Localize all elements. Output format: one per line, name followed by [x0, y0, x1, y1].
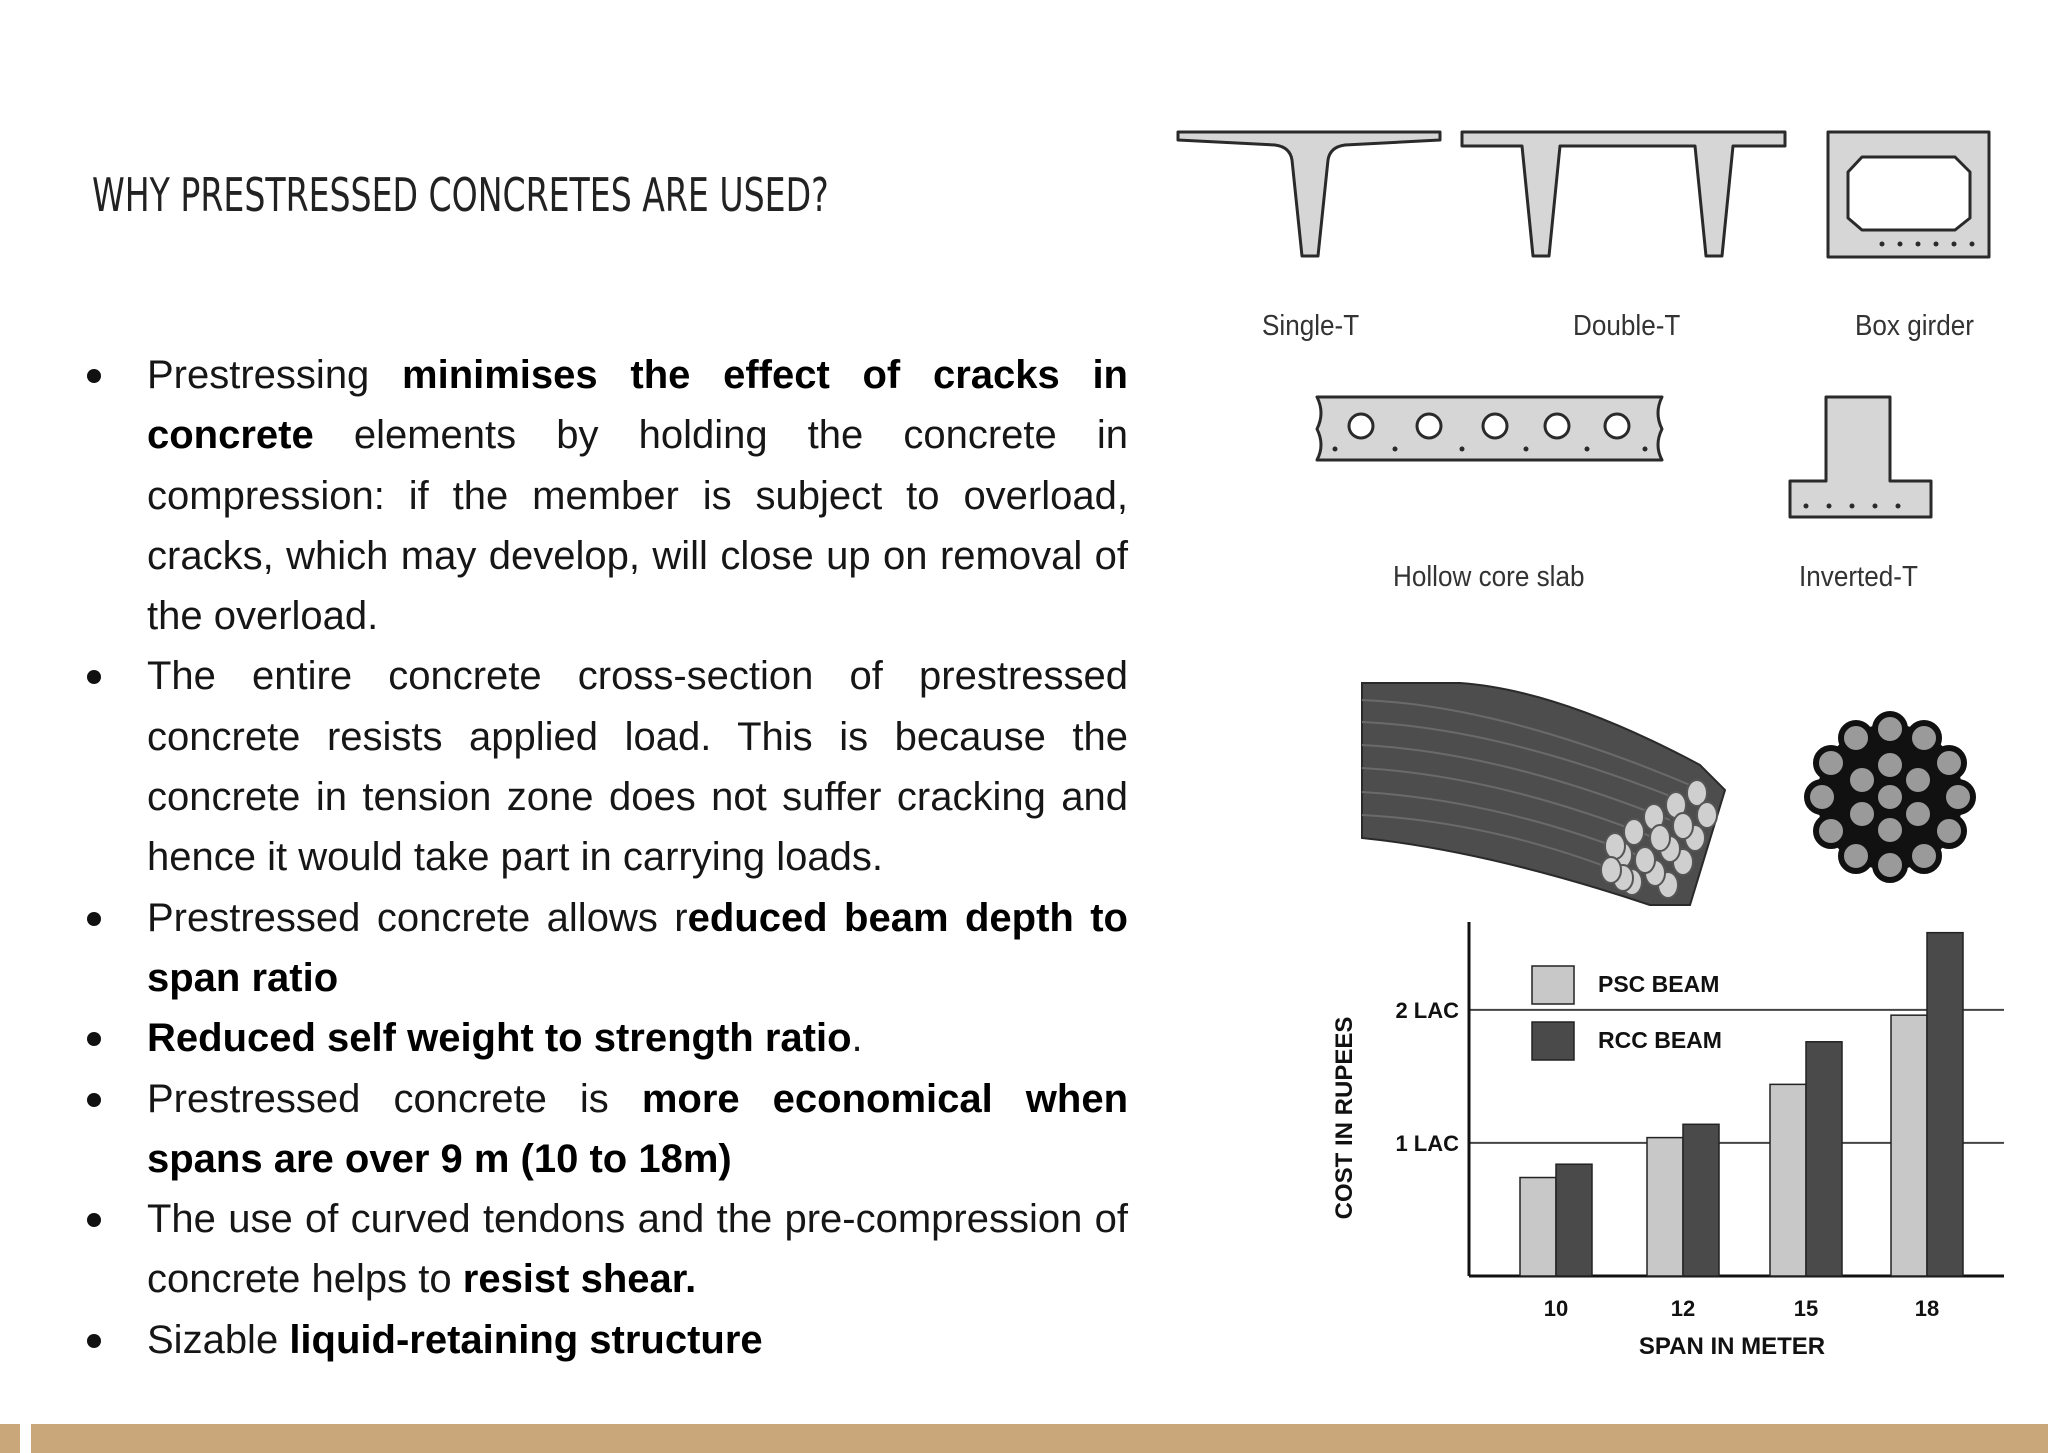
bar-rcc-beam [1806, 1042, 1842, 1276]
bullet-item [76, 888, 1128, 1009]
footer-bar [0, 1424, 2048, 1453]
legend-label: RCC BEAM [1598, 1027, 1722, 1053]
y-tick-label: 2 LAC [1395, 997, 1459, 1023]
x-tick-label: 12 [1670, 1296, 1696, 1321]
bullet-emphasis: minimises the effect of cracks in concrete [147, 353, 1128, 458]
bullet-emphasis: resist shear. [462, 1257, 697, 1302]
bullet-dot [87, 670, 101, 684]
bullet-item [76, 1189, 1128, 1310]
bullet-dot [87, 369, 101, 383]
y-axis-title: COST IN RUPEES [1331, 1016, 1358, 1220]
bullet-text: Prestressed concrete allows r [147, 895, 688, 940]
bar-rcc-beam [1927, 933, 1963, 1276]
bullet-text: Prestressed concrete is [147, 1076, 642, 1121]
y-tick-label: 1 LAC [1395, 1130, 1459, 1156]
cost-chart-svg [1322, 918, 2004, 1358]
bar-psc-beam [1520, 1178, 1556, 1276]
bar-rcc-beam [1556, 1164, 1592, 1276]
bullet-text: Prestressing [147, 353, 403, 397]
bar-psc-beam [1647, 1138, 1683, 1276]
footer-notch [20, 1424, 31, 1453]
box-girder-section [1828, 132, 1989, 257]
label-box-girder: Box girder [1855, 310, 1974, 342]
cost-chart [1322, 918, 2004, 1358]
bullet-item [76, 1310, 1128, 1370]
legend-swatch [1532, 966, 1574, 1004]
bullet-item [76, 345, 1128, 646]
bullet-text: . [851, 1016, 863, 1061]
bullet-text: The entire concrete cross-section of prestressed concrete resists applied load. This is because the concrete in tension zone does not suffer cracking and hence it would take part in carrying loads. [147, 654, 1128, 880]
bullet-text: Sizable [147, 1317, 290, 1362]
strand-cross-section [1805, 712, 1975, 882]
bullet-item [76, 646, 1128, 887]
bullet-text: elements by holding the concrete in compression: if the member is subject to overload, cracks, which may develop, will close up on removal of the overload. [147, 413, 1128, 639]
bullet-emphasis: more economical when spans are over 9 m (10 to 18m) [147, 1076, 1129, 1181]
bar-rcc-beam [1683, 1124, 1719, 1276]
bullet-dot [87, 1213, 101, 1227]
label-single-t: Single-T [1262, 310, 1360, 342]
x-tick-label: 18 [1914, 1296, 1940, 1321]
bullet-list [76, 345, 1128, 1370]
single-t-section [1178, 132, 1440, 256]
legend-swatch [1532, 1022, 1574, 1060]
legend-label: PSC BEAM [1598, 971, 1720, 997]
label-hollow-core-slab: Hollow core slab [1393, 561, 1585, 593]
bullet-dot [87, 1334, 101, 1348]
label-double-t: Double-T [1573, 310, 1681, 342]
label-inverted-t: Inverted-T [1799, 561, 1918, 593]
bullet-dot [87, 1032, 101, 1046]
x-tick-label: 15 [1793, 1296, 1819, 1321]
bullet-emphasis: liquid-retaining structure [289, 1317, 763, 1362]
bullet-item [76, 1008, 1128, 1068]
bullet-emphasis: Reduced self weight to strength ratio [147, 1016, 852, 1061]
x-tick-label: 10 [1543, 1296, 1569, 1321]
bullet-dot [87, 912, 101, 926]
x-axis-title: SPAN IN METER [1638, 1333, 1826, 1358]
bullet-text: The use of curved tendons and the pre-compression of concrete helps to [147, 1197, 1128, 1302]
inverted-t-section [1790, 397, 1931, 517]
strand-side-view [1362, 683, 1725, 905]
double-t-section [1462, 132, 1785, 256]
bar-psc-beam [1770, 1084, 1806, 1276]
bullet-item [76, 1069, 1128, 1190]
bullet-dot [87, 1093, 101, 1107]
bullet-emphasis: educed beam depth to span ratio [147, 895, 1128, 1000]
slide-title: WHY PRESTRESSED CONCRETES ARE USED? [92, 168, 829, 222]
hollow-core-slab-section [1317, 397, 1662, 460]
bar-psc-beam [1891, 1015, 1927, 1276]
